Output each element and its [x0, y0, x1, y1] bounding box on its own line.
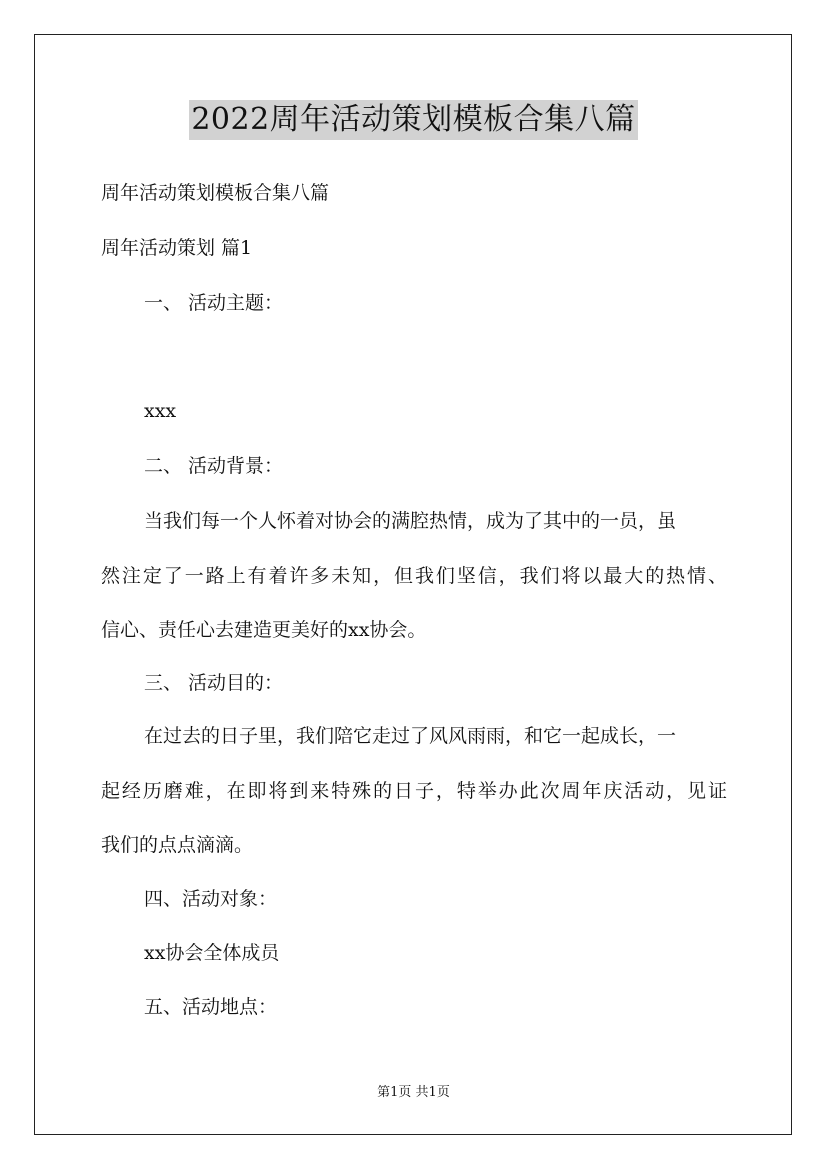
background-paragraph-line-2: 然注定了一路上有着许多未知，但我们坚信，我们将以最大的热情、: [101, 565, 727, 587]
page-footer: 第1页 共1页: [377, 1085, 450, 1100]
document-title: 2022周年活动策划模板合集八篇: [189, 100, 637, 140]
heading-background: 二、 活动背景：: [144, 455, 284, 477]
section-heading: 周年活动策划 篇1: [101, 237, 253, 259]
heading-audience: 四、活动对象：: [144, 888, 278, 910]
background-paragraph-line-1: 当我们每一个人怀着对协会的满腔热情，成为了其中的一员，虽: [144, 510, 677, 532]
heading-theme: 一、 活动主题：: [144, 292, 284, 314]
audience-text: xx协会全体成员: [144, 942, 280, 964]
subtitle: 周年活动策划模板合集八篇: [101, 182, 330, 204]
heading-location: 五、活动地点：: [144, 996, 278, 1018]
purpose-paragraph-line-2: 起经历磨难，在即将到来特殊的日子，特举办此次周年庆活动，见证: [101, 780, 727, 802]
purpose-paragraph-line-3: 我们的点点滴滴。: [101, 834, 254, 856]
theme-text: xxx: [144, 400, 177, 422]
heading-purpose: 三、 活动目的：: [144, 672, 284, 694]
title-container: [0, 100, 827, 140]
background-paragraph-line-3: 信心、责任心去建造更美好的xx协会。: [101, 619, 427, 641]
purpose-paragraph-line-1: 在过去的日子里，我们陪它走过了风风雨雨，和它一起成长，一: [144, 725, 677, 747]
